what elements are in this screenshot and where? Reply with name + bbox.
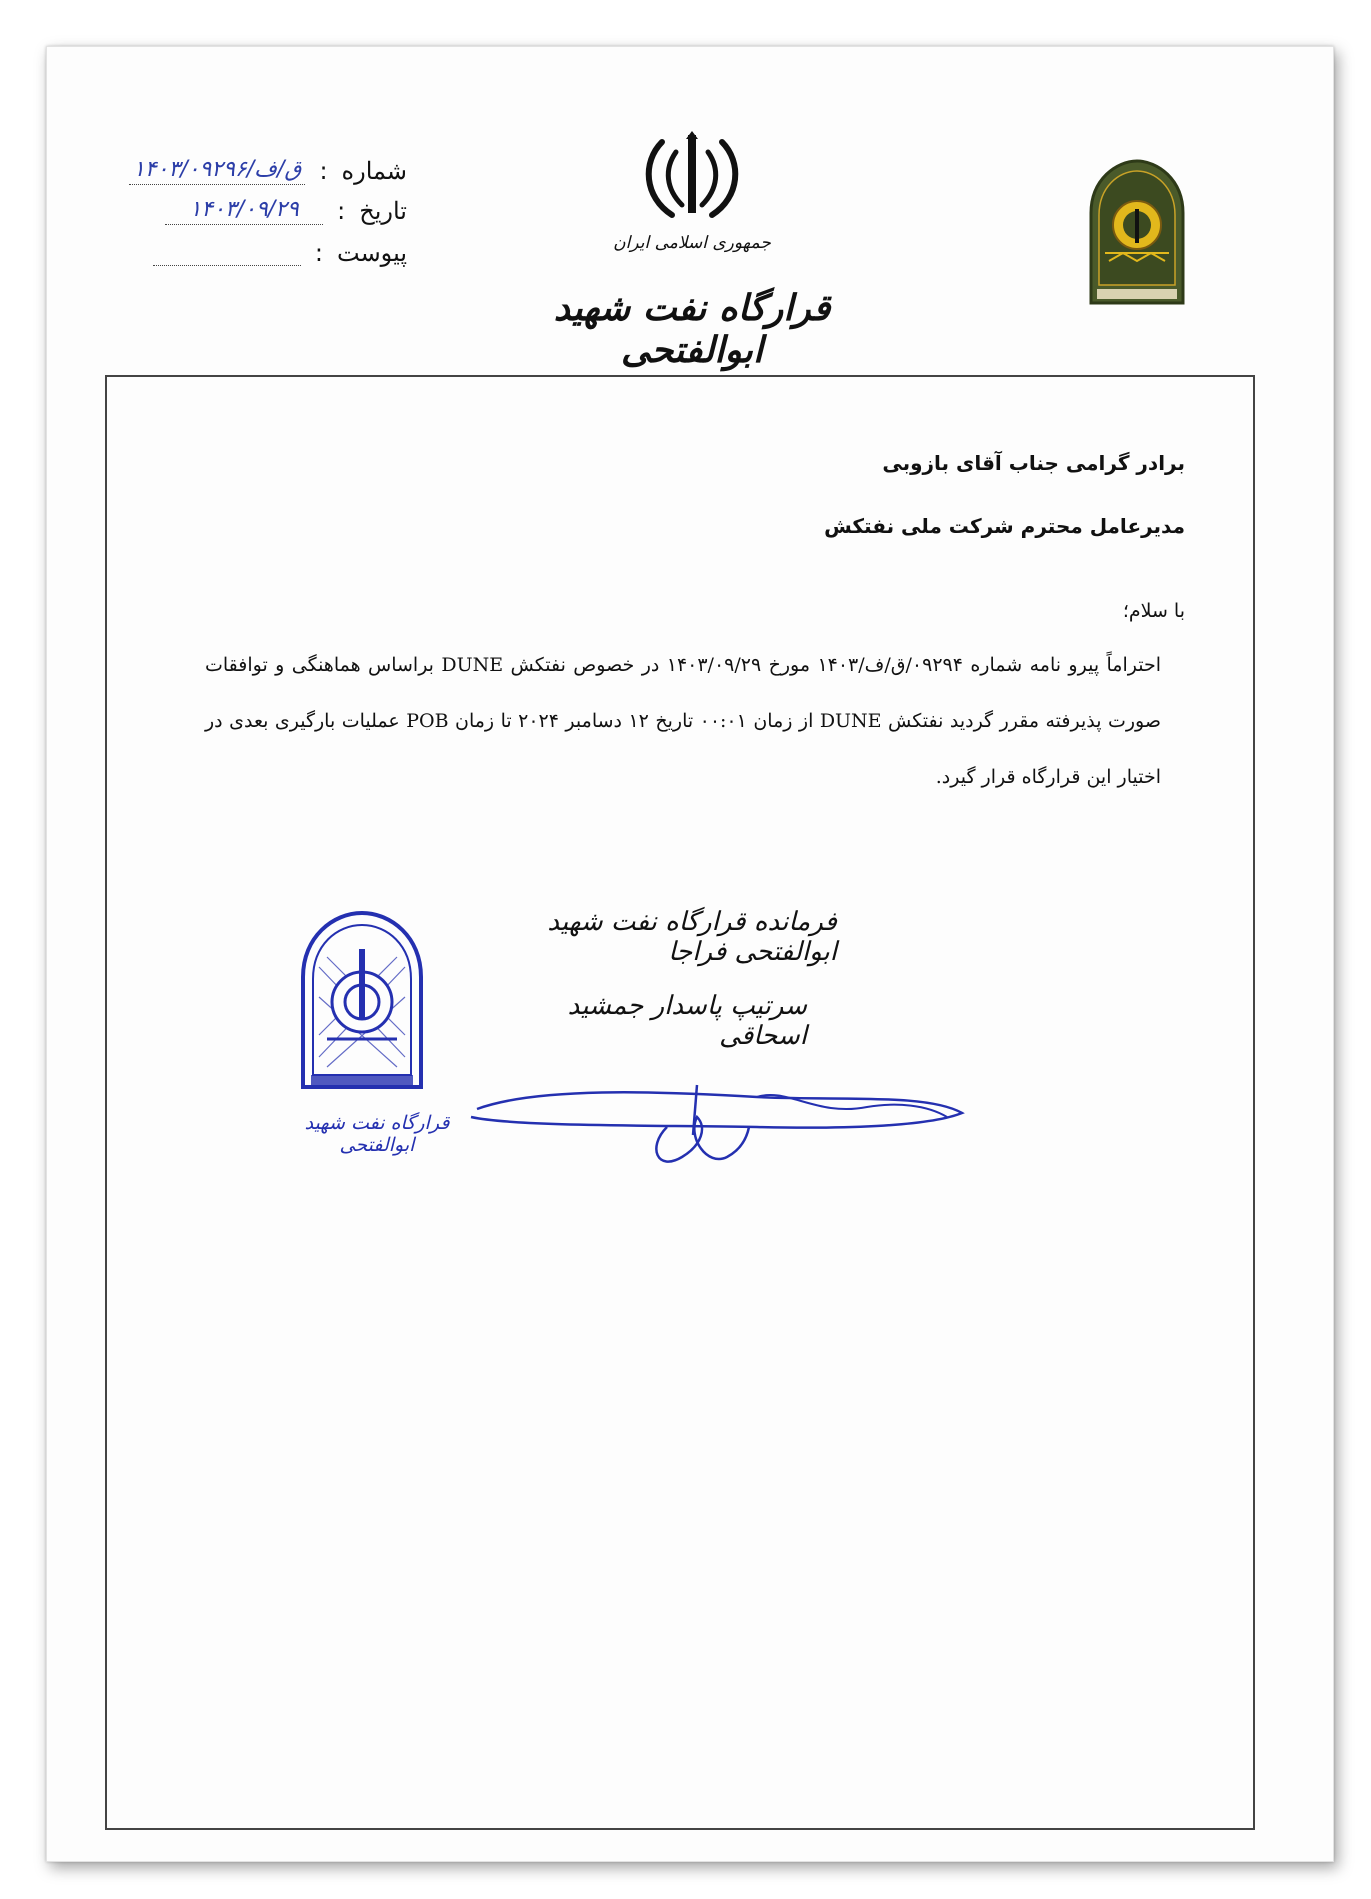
iran-emblem [632, 127, 752, 227]
meta-attachment-label: پیوست [337, 239, 407, 267]
meta-number-row: شماره : ۱۴۰۳/ق/ف/۰۹۲۹۶ [67, 157, 407, 185]
iran-emblem-icon [632, 127, 752, 227]
recipient-line1: برادر گرامی جناب آقای بازوبی [882, 451, 1185, 475]
meta-number-value: ۱۴۰۳/ق/ف/۰۹۲۹۶ [129, 157, 305, 185]
meta-date-label: تاریخ [359, 197, 407, 225]
org-title: قرارگاه نفت شهید ابوالفتحی [553, 287, 831, 371]
letter-page [46, 46, 1334, 1862]
police-badge-icon [1087, 157, 1187, 307]
police-badge [1087, 157, 1187, 307]
signatory-title: فرمانده قرارگاه نفت شهید ابوالفتحی فراجا [547, 907, 837, 967]
greeting: با سلام؛ [1122, 600, 1185, 622]
letter-body: احتراماً پیرو نامه شماره ۰۹۲۹۴/ق/ف/۱۴۰۳ مورخ ۱۴۰۳/۰۹/۲۹ در خصوص نفتکش DUNE براساس هماهنگی و توافقات صورت پذیرفته مقرر گردید نفتکش DUNE از زمان ۰۰:۰۱ تاریخ ۱۲ دسامبر ۲۰۲۴ تا زمان POB عملیات بارگیری بعدی در اختیار این قرارگاه قرار گیرد. [205, 654, 1161, 788]
official-stamp [297, 907, 427, 1097]
meta-number-label: شماره [341, 157, 407, 185]
meta-attachment-row: پیوست : [67, 239, 407, 267]
meta-attachment-value [153, 241, 301, 266]
meta-date-row: تاریخ : ۱۴۰۳/۰۹/۲۹ [67, 197, 407, 225]
stamp-caption: قرارگاه نفت شهید ابوالفتحی [304, 1112, 450, 1156]
stamp-badge-icon [297, 907, 427, 1097]
recipient-line2: مدیرعامل محترم شرکت ملی نفتکش [824, 514, 1185, 538]
meta-date-value: ۱۴۰۳/۰۹/۲۹ [165, 197, 323, 225]
signature-scribble-icon [457, 1057, 977, 1187]
signatory-name: سرتیپ پاسدار جمشید اسحاقی [567, 991, 807, 1051]
emblem-caption: جمهوری اسلامی ایران [613, 233, 771, 253]
handwritten-signature [457, 1057, 977, 1187]
